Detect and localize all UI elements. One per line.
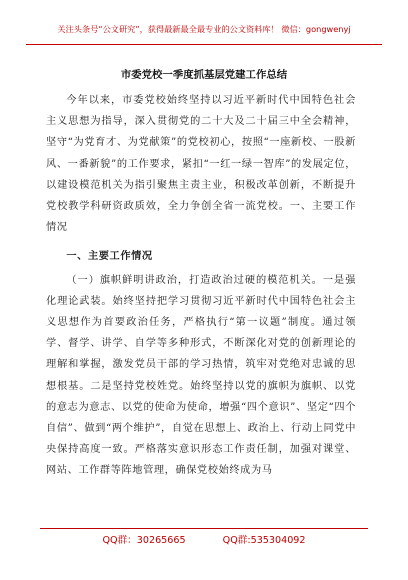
section-heading: 一、主要工作情况 bbox=[66, 251, 153, 263]
document-title: 市委党校一季度抓基层党建工作总结 bbox=[120, 69, 288, 81]
header-divider bbox=[26, 44, 382, 45]
footer bbox=[0, 532, 408, 546]
intro-paragraph: 今年以来，市委党校始终坚持以习近平新时代中国特色社会主义思想为指导，深入贯彻党的二十大及二十届三中全会精神，坚守“为党育才、为党献策”的党校初心，按照“一座新校、一股新风、一番新貌”的工作要求，紧扣“一红一绿一智库”的发展定位，以建设模范机关为指引聚焦主责主业，积极改革创新，不断提升党校教学科研资政质效，全力争创全省一流党校。一、主要工作情况 bbox=[46, 95, 356, 234]
footer-qq-group-1: QQ群：30265665 bbox=[102, 535, 186, 546]
footer-qq-group-2: QQ群:535304092 bbox=[222, 535, 306, 546]
body-paragraph: （一）旗帜鲜明讲政治，打造政治过硬的模范机关。一是强化理论武装。始终坚持把学习贯彻习近平新时代中国特色社会主义思想作为首要政治任务，严格执行“第一议题”制度。通过领学、督学、讲学、自学等多种形式，不断深化对党的创新理论的理解和掌握，激发党员干部的学习热情，筑牢对党绝对忠诚的思想根基。二是坚持党校姓党。始终坚持以党的旗帜为旗帜、以党的意志为意志、以党的使命为使命，增强“四个意识”、坚定“四个自信”、做到“两个维护”，自觉在思想上、政治上、行动上同党中央保持高度一致。严格落实意识形态工作责任制，加强对课堂、网站、工作群等阵地管理，确保党校始终成为马 bbox=[46, 274, 356, 477]
footer-divider bbox=[40, 528, 368, 529]
header-banner: 关注头条号“公文研究”，获得最新最全最专业的公文资料库！ 微信：gongwenyj bbox=[57, 24, 351, 34]
document-body bbox=[46, 90, 356, 482]
